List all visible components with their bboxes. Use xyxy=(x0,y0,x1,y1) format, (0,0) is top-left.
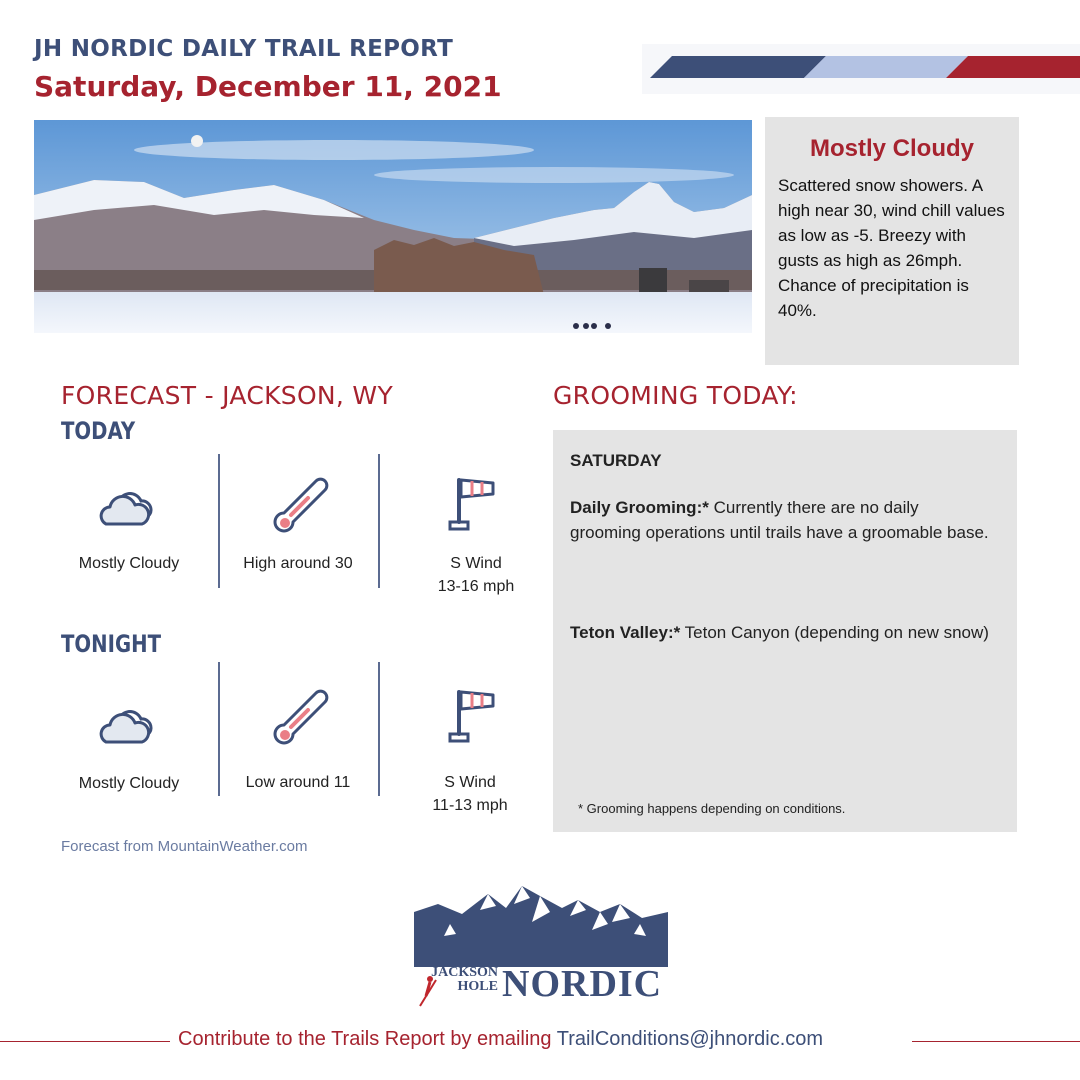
today-temp-label: High around 30 xyxy=(243,555,353,572)
thermometer-icon xyxy=(266,474,336,544)
grooming-title: GROOMING TODAY: xyxy=(553,381,798,410)
today-wind-label xyxy=(406,552,546,598)
grooming-note: * Grooming happens depending on conditions. xyxy=(578,801,846,816)
stripe-navy xyxy=(650,56,826,78)
footer-rule-left xyxy=(0,1041,170,1042)
footer-email-link[interactable]: TrailConditions@jhnordic.com xyxy=(556,1028,824,1050)
cloud-icon xyxy=(94,692,164,762)
logo-jackson: JACKSON xyxy=(431,965,498,980)
daily-grooming-text xyxy=(570,495,990,545)
weather-summary-box xyxy=(765,117,1019,365)
divider xyxy=(378,454,380,588)
windsock-icon xyxy=(440,472,510,542)
today-wind-direction: S Wind xyxy=(450,555,502,572)
forecast-title: FORECAST - JACKSON, WY xyxy=(61,381,394,410)
tonight-sky-label: Mostly Cloudy xyxy=(78,775,180,792)
header-stripes xyxy=(642,44,1080,94)
tonight-wind-label xyxy=(400,771,540,817)
grooming-day: SATURDAY xyxy=(570,451,662,470)
windsock-icon xyxy=(440,684,510,754)
tonight-wind-speed: 11-13 mph xyxy=(432,797,508,814)
logo-nordic: NORDIC xyxy=(502,963,663,1005)
daily-grooming-label: Daily Grooming:* xyxy=(570,498,709,517)
footer-text: Contribute to the Trails Report by emailing xyxy=(178,1028,557,1050)
grooming-box xyxy=(553,430,1017,832)
today-wind-speed: 13-16 mph xyxy=(437,578,515,595)
teton-valley-label: Teton Valley:* xyxy=(570,623,681,642)
tonight-temp-label: Low around 11 xyxy=(245,774,351,791)
cloud-icon xyxy=(94,474,164,544)
stripe-red xyxy=(946,56,1080,78)
divider xyxy=(218,454,220,588)
forecast-today-label: TODAY xyxy=(61,417,136,445)
report-date: Saturday, December 11, 2021 xyxy=(34,70,502,103)
divider xyxy=(218,662,220,796)
tonight-wind-direction: S Wind xyxy=(444,774,496,791)
forecast-source: Forecast from MountainWeather.com xyxy=(61,838,308,855)
logo-hole: HOLE xyxy=(457,979,498,994)
footer-contribute xyxy=(178,1028,823,1051)
footer-rule-right xyxy=(912,1041,1080,1042)
weather-summary-description: Scattered snow showers. A high near 30, wind chill values as low as -5. Breezy with gusts as high as 26mph. Chance of precipitation is 40%. xyxy=(778,176,1005,320)
report-title: JH NORDIC DAILY TRAIL REPORT xyxy=(34,36,454,62)
teton-valley-detail: Teton Canyon (depending on new snow) xyxy=(680,623,989,642)
today-sky-label: Mostly Cloudy xyxy=(78,555,180,572)
divider xyxy=(378,662,380,796)
forecast-tonight-label: TONIGHT xyxy=(61,630,162,658)
weather-summary-title: Mostly Cloudy xyxy=(809,135,974,162)
teton-valley-text xyxy=(570,620,990,645)
jackson-hole-nordic-logo xyxy=(410,882,672,1012)
mountain-photo xyxy=(34,120,752,333)
stripe-light-blue xyxy=(804,56,968,78)
thermometer-icon xyxy=(266,686,336,756)
daily-grooming-detail: Currently there are no daily grooming operations until trails have a groomable base. xyxy=(570,498,989,542)
